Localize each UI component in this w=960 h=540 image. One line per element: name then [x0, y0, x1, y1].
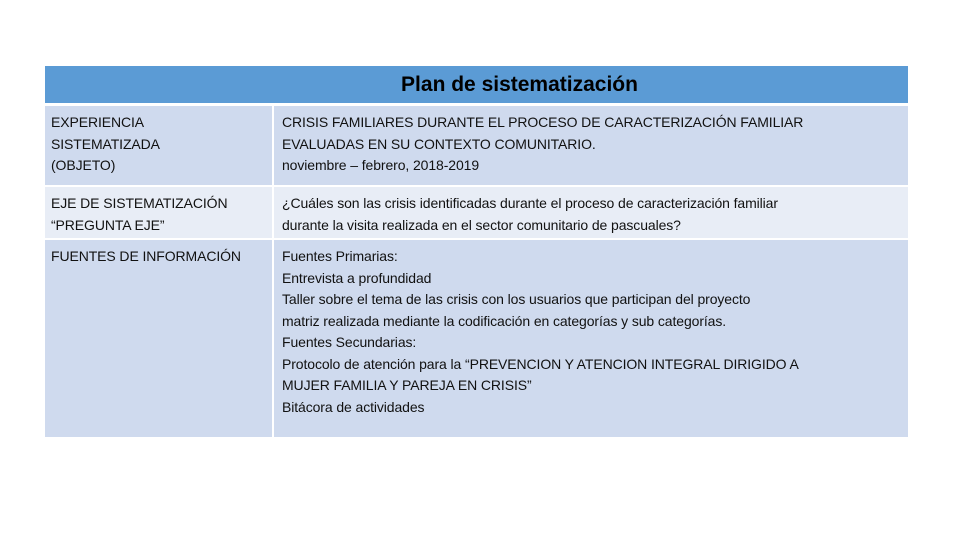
content-line: Fuentes Primarias: [282, 248, 398, 264]
label-line: EJE DE SISTEMATIZACIÓN [51, 195, 228, 211]
label-line: SISTEMATIZADA [51, 135, 160, 152]
label-line: “PREGUNTA EJE” [51, 216, 165, 233]
row-content-eje [273, 186, 908, 239]
row-label-eje [45, 186, 273, 239]
content-line: Bitácora de actividades [282, 398, 425, 415]
content-line: MUJER FAMILIA Y PAREJA EN CRISIS” [282, 377, 532, 393]
content-line: durante la visita realizada en el sector comunitario de pascuales? [282, 216, 681, 233]
row-content-experiencia [273, 105, 908, 187]
label-line: EXPERIENCIA [51, 114, 145, 130]
content-line: Fuentes Secundarias: [282, 334, 417, 350]
content-line: noviembre – febrero, 2018-2019 [282, 157, 480, 173]
content-line: Entrevista a profundidad [282, 269, 432, 286]
content-line: CRISIS FAMILIARES DURANTE EL PROCESO DE CARACTERIZACIÓN FAMILIAR [282, 114, 804, 130]
row-content-fuentes [273, 239, 908, 437]
table-title-text: Plan de sistematización [401, 72, 638, 96]
table-row-eje [45, 186, 908, 239]
row-label-fuentes [45, 239, 273, 437]
table-row-fuentes [45, 239, 908, 437]
label-line: (OBJETO) [51, 157, 116, 173]
content-line: ¿Cuáles son las crisis identificadas durante el proceso de caracterización familiar [282, 195, 778, 211]
content-line: EVALUADAS EN SU CONTEXTO COMUNITARIO. [282, 135, 596, 152]
content-line: Protocolo de atención para la “PREVENCION Y ATENCION INTEGRAL DIRIGIDO A [282, 355, 799, 372]
table-row-experiencia [45, 105, 908, 187]
content-line: matriz realizada mediante la codificación en categorías y sub categorías. [282, 312, 727, 329]
content-line: Taller sobre el tema de las crisis con los usuarios que participan del proyecto [282, 291, 751, 307]
row-label-experiencia [45, 105, 273, 187]
label-line: FUENTES DE INFORMACIÓN [51, 248, 241, 264]
table-title [45, 66, 908, 105]
plan-table [45, 66, 908, 437]
